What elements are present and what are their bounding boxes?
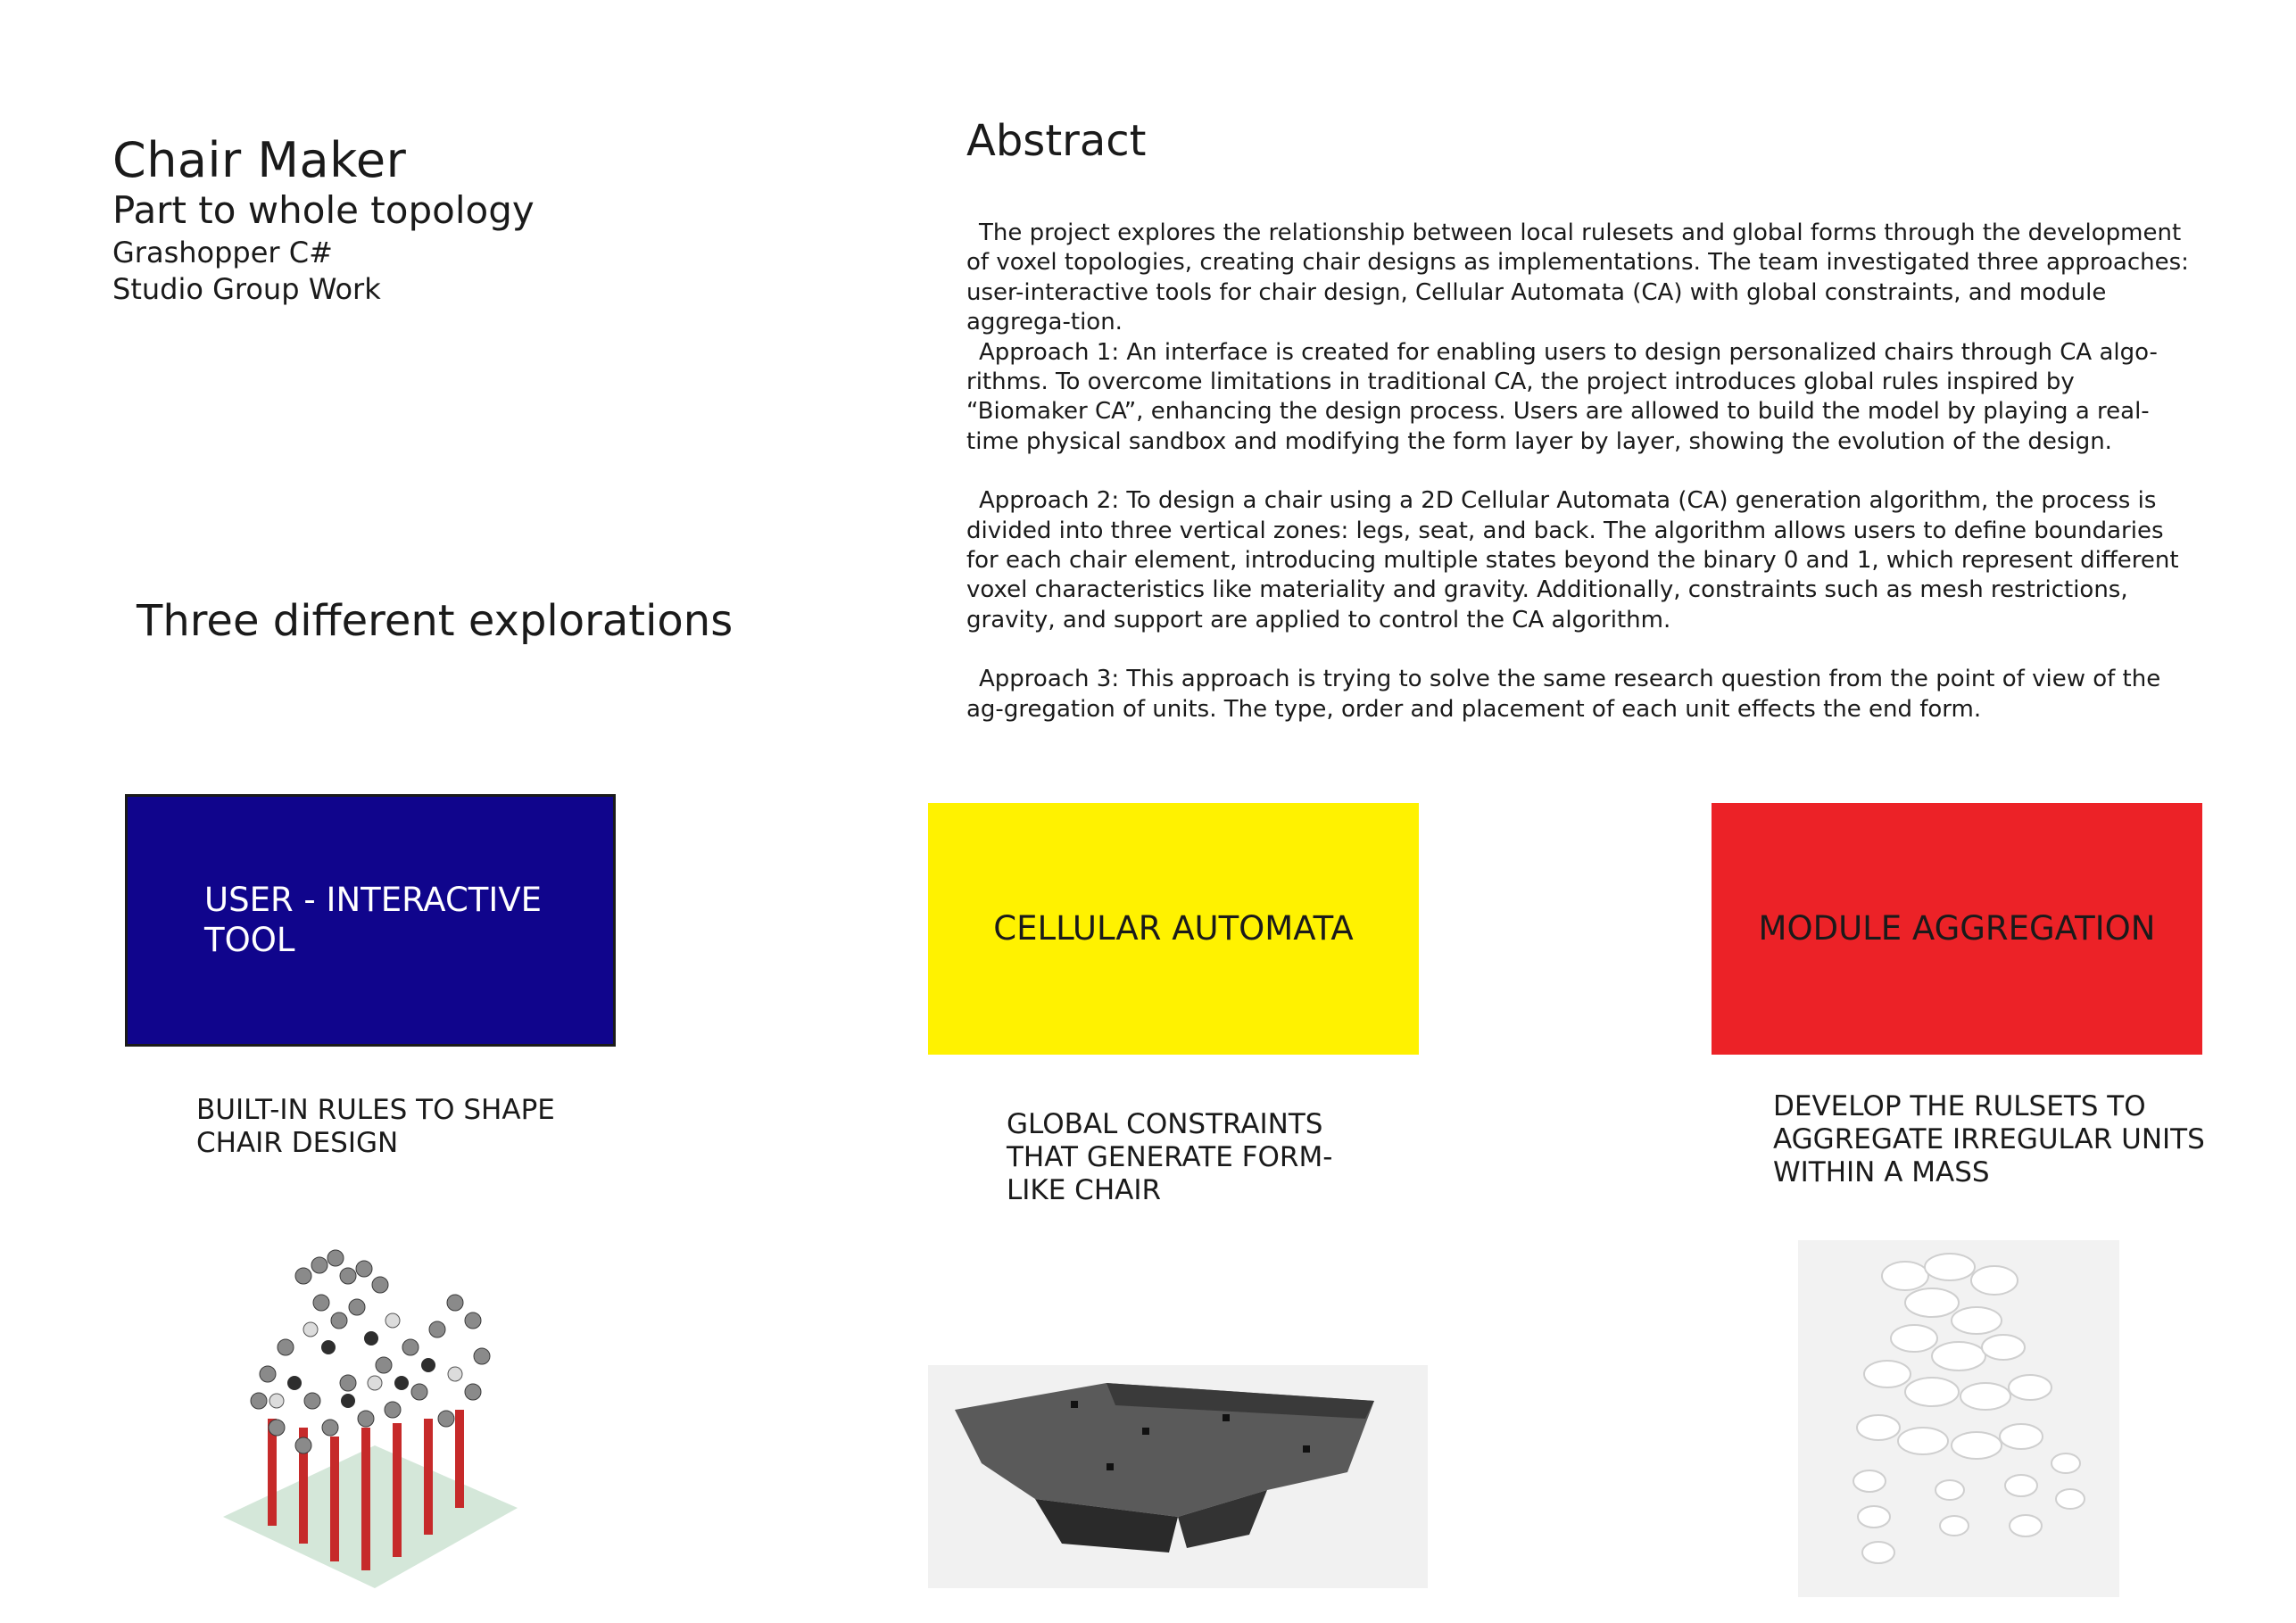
description-line: THAT GENERATE FORM- xyxy=(1007,1141,1333,1173)
software-label: Grashopper C# xyxy=(112,236,333,269)
box-label: CELLULAR AUTOMATA xyxy=(993,908,1354,948)
cellular-automata-box xyxy=(928,803,1419,1055)
module-aggregation-description xyxy=(1773,1090,2205,1189)
work-type-label: Studio Group Work xyxy=(112,272,381,306)
user-interactive-tool-box xyxy=(125,794,616,1047)
voxel-chair-cellular-automata-image xyxy=(928,1365,1428,1588)
box-label: TOOL xyxy=(204,920,295,959)
abstract-paragraph: Approach 1: An interface is created for enabling users to design personalized chairs through CA algo-rithms. To overcome limitations in traditional CA, the project introduces global rules inspired by “Biomaker CA”, enhancing the design process. Users are allowed to build the model by playing a real-time physical sandbox and modifying the form layer by layer, showing the evolution of the design. xyxy=(966,338,2158,455)
page-subtitle: Part to whole topology xyxy=(112,188,535,232)
description-line: BUILT-IN RULES TO SHAPE xyxy=(196,1094,555,1126)
cellular-automata-description xyxy=(1007,1108,1332,1207)
section-title: Three different explorations xyxy=(137,596,734,646)
description-line: AGGREGATE IRREGULAR UNITS xyxy=(1773,1123,2205,1155)
module-aggregation-box xyxy=(1712,803,2202,1055)
abstract-heading: Abstract xyxy=(966,116,1147,166)
abstract-paragraph: The project explores the relationship between local rulesets and global forms through the development of voxel topologies, creating chair designs as implementations. The team investigated three approaches: user-interactive tools for chair design, Cellular Automata (CA) with global constraints, and module aggrega-tion. xyxy=(966,219,2189,336)
description-line: CHAIR DESIGN xyxy=(196,1127,399,1159)
description-line: WITHIN A MASS xyxy=(1773,1156,1990,1188)
box-label: USER - INTERACTIVE xyxy=(204,881,543,920)
abstract-paragraph: Approach 2: To design a chair using a 2D Cellular Automata (CA) generation algorithm, the process is divided into three vertical zones: legs, seat, and back. The algorithm allows users to define boundaries for each chair element, introducing multiple states beyond the binary 0 and 1, which represent different voxel characteristics like materiality and gravity. Additionally, constraints such as mesh restrictions, gravity, and support are applied to control the CA algorithm. xyxy=(966,487,2179,633)
description-line: DEVELOP THE RULSETS TO xyxy=(1773,1090,2146,1122)
abstract-paragraph: Approach 3: This approach is trying to solve the same research question from the point of view of the ag-gregation of units. The type, order and placement of each unit effects the end form. xyxy=(966,666,2161,723)
description-line: GLOBAL CONSTRAINTS xyxy=(1007,1108,1323,1140)
voxel-chair-interactive-image xyxy=(214,1222,535,1597)
aggregated-units-chair-image xyxy=(1798,1240,2119,1597)
box-label: MODULE AGGREGATION xyxy=(1758,908,2156,948)
user-interactive-description xyxy=(196,1094,555,1160)
description-line: LIKE CHAIR xyxy=(1007,1174,1162,1206)
page-title: Chair Maker xyxy=(112,132,407,188)
abstract-body xyxy=(966,219,2189,725)
